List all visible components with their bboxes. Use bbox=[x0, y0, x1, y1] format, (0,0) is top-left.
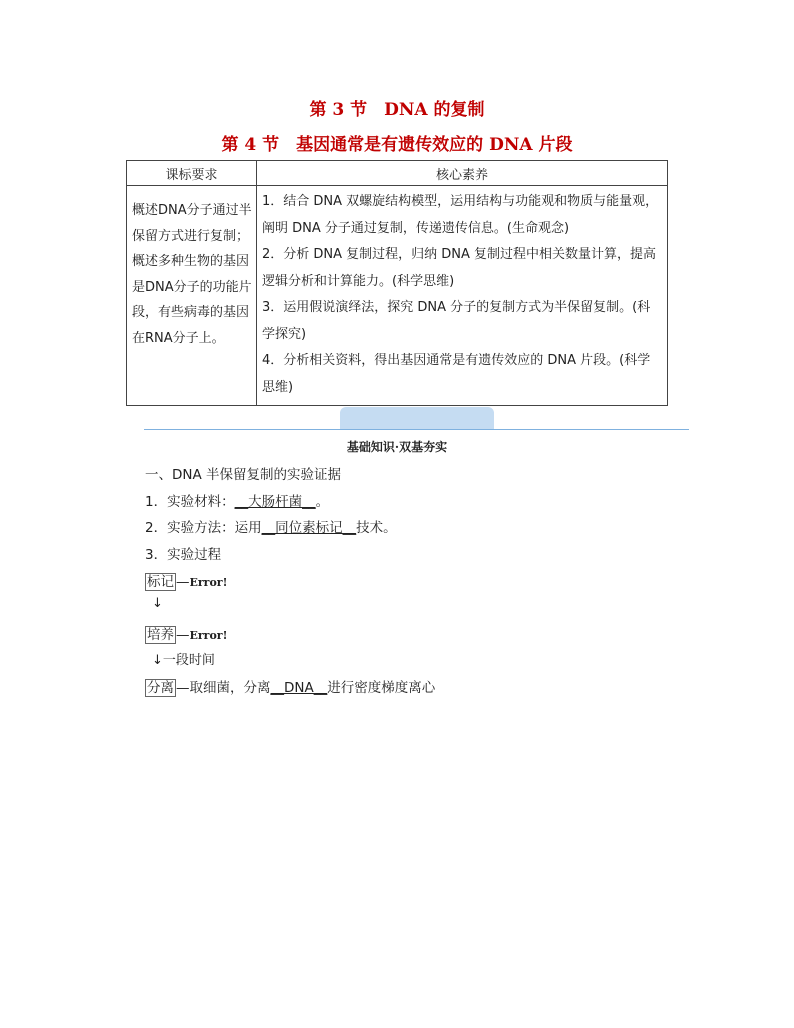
separate-text: 取细菌，分离 bbox=[189, 680, 271, 696]
heading-dna-evidence: 一、DNA 半保留复制的实验证据 bbox=[145, 467, 342, 483]
item-process: 3．实验过程 bbox=[145, 547, 222, 563]
core-literacy-cell bbox=[257, 186, 668, 406]
literacy-item-1: 1．结合 DNA 双螺旋结构模型，运用结构与功能观和物质与能量观，阐明 DNA 分子通过复制，传递遗传信息。(生命观念) bbox=[262, 194, 659, 236]
separate-answer: __DNA__ bbox=[270, 680, 328, 696]
step-separate bbox=[145, 676, 435, 696]
method-suffix: 技术。 bbox=[356, 520, 397, 536]
step-culture-tag: 培养 bbox=[147, 627, 174, 643]
step-label bbox=[145, 570, 227, 590]
header-core-literacy: 核心素养 bbox=[257, 161, 668, 186]
down-arrow-icon: ↓ bbox=[152, 596, 163, 611]
section-divider bbox=[144, 429, 689, 430]
section-tab-decoration bbox=[340, 407, 494, 429]
step-separate-tag: 分离 bbox=[147, 680, 174, 696]
step-label-tag: 标记 bbox=[147, 574, 174, 590]
section-heading: 基础知识·双基夯实 bbox=[346, 440, 448, 454]
materials-suffix: 。 bbox=[315, 494, 330, 510]
section-title-4: 第 4 节 基因通常是有遗传效应的 DNA 片段 bbox=[221, 135, 573, 155]
step-culture-error: Error! bbox=[189, 629, 228, 642]
header-requirements: 课标要求 bbox=[127, 161, 257, 186]
step-label-error: Error! bbox=[189, 576, 228, 589]
step-connector: — bbox=[176, 680, 190, 696]
down-arrow-time: ↓一段时间 bbox=[152, 653, 215, 668]
table-header-row bbox=[127, 161, 668, 186]
literacy-item-3: 3．运用假说演绎法，探究 DNA 分子的复制方式为半保留复制。(科学探究) bbox=[262, 300, 651, 342]
step-connector: — bbox=[176, 574, 190, 590]
materials-label: 1．实验材料： bbox=[145, 494, 235, 510]
materials-answer: __大肠杆菌__ bbox=[234, 494, 316, 510]
curriculum-standards-table bbox=[126, 160, 668, 406]
separate-suffix: 进行密度梯度离心 bbox=[327, 680, 436, 696]
step-connector: — bbox=[176, 627, 190, 643]
method-label: 2．实验方法：运用 bbox=[145, 520, 262, 536]
literacy-item-2: 2．分析 DNA 复制过程，归纳 DNA 复制过程中相关数量计算，提高逻辑分析和计算能力。(科学思维) bbox=[262, 247, 657, 289]
literacy-item-4: 4．分析相关资料，得出基因通常是有遗传效应的 DNA 片段。(科学思维) bbox=[262, 353, 651, 395]
method-answer: __同位素标记__ bbox=[261, 520, 357, 536]
item-materials bbox=[145, 490, 329, 510]
table-row bbox=[127, 186, 668, 406]
item-method bbox=[145, 516, 397, 536]
requirements-cell: 概述DNA分子通过半保留方式进行复制；概述多种生物的基因是DNA分子的功能片段，有些病毒的基因在RNA分子上。 bbox=[127, 186, 257, 406]
step-culture bbox=[145, 623, 227, 643]
section-title-3: 第 3 节 DNA 的复制 bbox=[309, 100, 485, 120]
